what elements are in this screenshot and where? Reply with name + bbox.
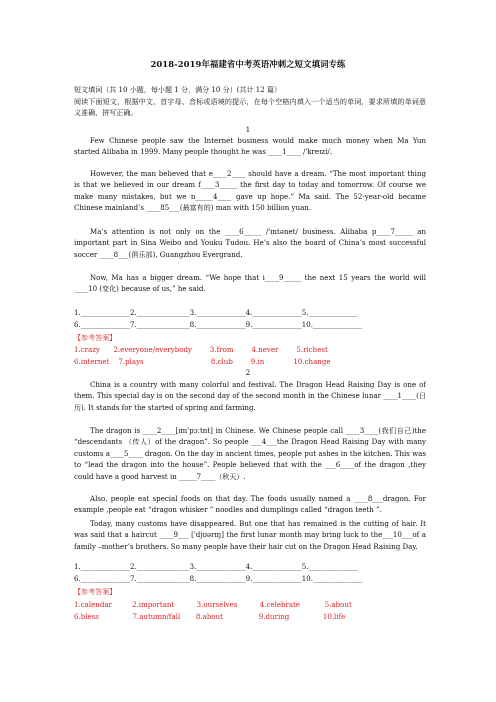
passage1-paragraph2: However, the man believed that e____2____ should have a dream. “The most important thing is that we believed in our dream f____3_____ the first day to today and tomorrow. Of course we make many mistakes, but we n_____4____ gave up hope.” Ma said. The 52-year-old became Chinese mainland’s ____85___(最富有的) man with 150 billion yuan. [74, 169, 426, 213]
instructions-line1: 短文填词（共 10 小题，每小题 1 分，满分 10 分）(共计 12 篇） [74, 85, 282, 94]
passage2-answer-label: 【参考答案】 [74, 587, 117, 596]
passage1-paragraph4: Now, Ma has a bigger dream. “We hope that i____9_____ the next 15 years the world will ____10 (变化) because of us,” he said. [74, 273, 426, 294]
passage2-answers-row1: 1.calendar 2.important 3.ourselves 4.celebrate 5.about [74, 600, 352, 609]
passage1-answers-row1: 1.crazy 2.everyone/everybody 3.from 4.never 5.richest [74, 345, 328, 354]
passage1-blank-row2: 6.______________7._______________8.______________9.______________10.______________ [74, 320, 363, 329]
passage2-paragraph2: The dragon is ____2____[ɪm'pɔːtnt] in Chinese. We Chinese people call ____3____(我们自己)the “descendants （传人）of the dragon”. So people ___4___the Dragon Head Raising Day with many customs a____5____ dragon. On the day in ancient times, people put ashes in the kitchen. This was to “lead the dragon into the house”. People believed that with the ___6____of the dragon ,they could have a good harvest in _____7____（秋天）. [74, 426, 426, 481]
passage1-answers-row2: 6.internet 7.plays 8.club 9.in 10.change [74, 357, 331, 366]
instructions-line2: 阅读下面短文，根据中文、首字母、音标或语境的提示，在每个空格内填入一个适当的单词，要求所填的单词意义准确，拼写正确。 [74, 97, 426, 118]
passage1-answer-label: 【参考答案】 [74, 333, 117, 342]
passage2-paragraph4: Today, many customs have disappeared. But one that has remained is the cutting of hair. It was said that a haircut ____9___ ['djʊərɪŋ] the first lunar month may bring luck to the___10___of a family –mother’s brothers. So many people have their hair cut on the Dragon Head Raising Day. [74, 519, 426, 551]
passage2-answers-row2: 6.bless 7.autumn/fall 8.about 9.during 10.life [74, 612, 346, 621]
document-title: 2018-2019年福建省中考英语冲刺之短文填词专练 [150, 59, 346, 69]
passage1-number: 1 [245, 125, 251, 134]
passage1-paragraph3: Ma’s attention is not only on the ____6_____ /'ɪntənet/ business. Alibaba p____7_____ an important part in Sina Weibo and Youku Tudou. He’s also the board of China’s most successful soccer ____8___(俱乐部), Guangzhou Evergrand. [74, 227, 426, 259]
passage1-paragraph1: Few Chinese people saw the Internet business would make much money when Ma Yun started Alibaba in 1999. Many people thought he was ____1____ /'kreɪzi/. [74, 136, 426, 157]
passage2-paragraph1: China is a country with many colorful and festival. The Dragon Head Raising Day is one of them. This special day is on the second day of the second month in the Chinese lunar ____1____(日历). It stands for the started of spring and farming. [74, 380, 426, 412]
passage2-number: 2 [245, 368, 251, 377]
passage2-blank-row1: 1.______________2._______________3.______________4.______________5.______________ [74, 562, 358, 571]
passage2-paragraph3: Also, people eat special foods on that day. The foods usually named a ____8___dragon. For example ,people eat “dragon whisker ” noodles and dumplings called “dragon teeth ”. [74, 494, 426, 515]
passage2-blank-row2: 6.______________7._______________8.______________9.______________10.______________ [74, 574, 363, 583]
passage1-blank-row1: 1.______________2._______________3.______________4.______________5.______________ [74, 308, 358, 317]
